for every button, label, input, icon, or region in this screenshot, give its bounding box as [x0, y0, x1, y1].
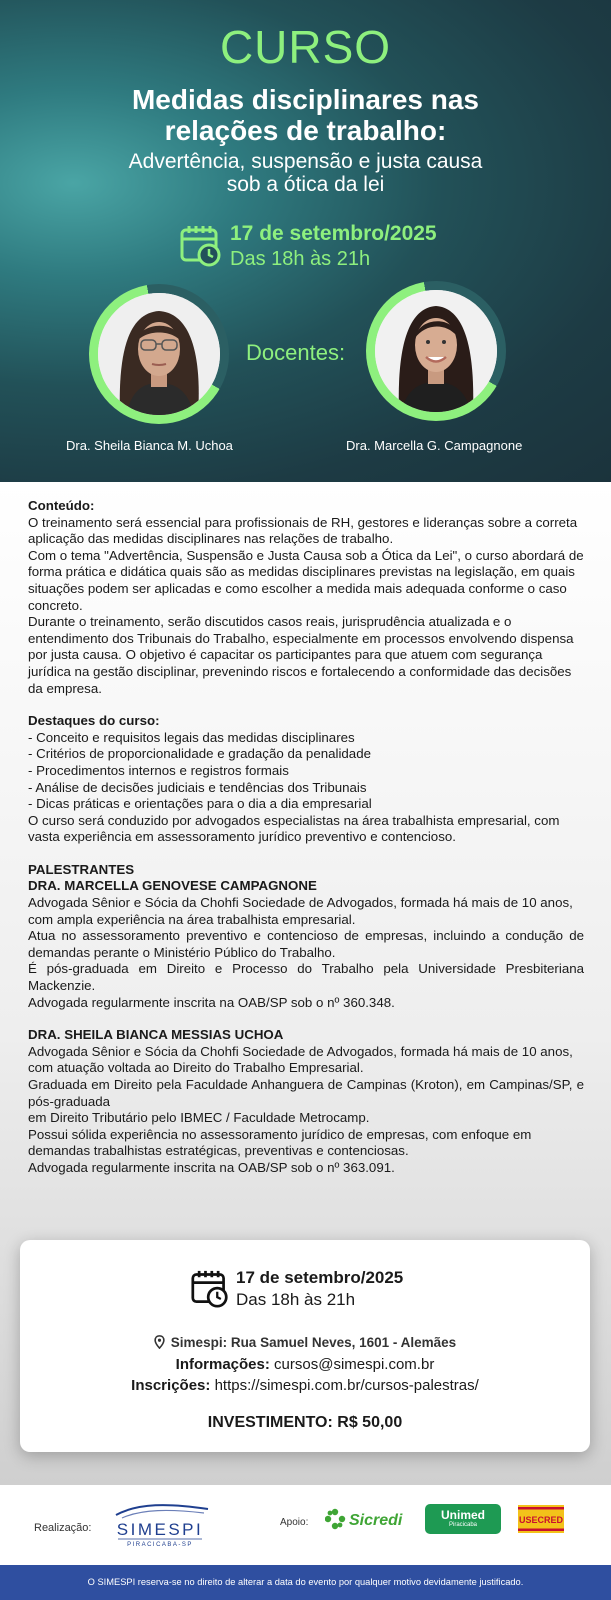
hero-subtitle-line-1: Advertência, suspensão e justa causa: [128, 150, 483, 173]
marcella-heading: DRA. MARCELLA GENOVESE CAMPAGNONE: [28, 878, 317, 894]
card-time-text: Das 18h às 21h: [236, 1290, 356, 1309]
conteudo-paragraph-3: Durante o treinamento, serão discutidos casos reais, jurisprudência atualizada e o entendimento dos Tribunais do Trabalho, especialmente em processos envolvendo dispensa por justa causa. O objetivo é capacitar os participantes para que atuem com segurança jurídica na gestão disciplinar, prevenindo riscos e fortalecendo a conformidade das decisões da empresa.: [28, 614, 574, 696]
portrait-sheila: [89, 284, 229, 424]
hero-subtitle-line-2: sob a ótica da lei: [226, 173, 385, 196]
investment-price: INVESTIMENTO: R$ 50,00: [207, 1414, 403, 1431]
marcella-paragraph-2: Atua no assessoramento preventivo e contencioso de empresas, incluindo a condução de demandas perante o Ministério Público do Trabalho.: [28, 928, 584, 960]
card-date-text: 17 de setembro/2025: [236, 1268, 404, 1287]
hero-headline-line-2: relações de trabalho:: [164, 115, 447, 146]
sheila-paragraph-3: em Direito Tributário pelo IBMEC / Faculdade Metrocamp.: [28, 1110, 370, 1126]
portrait-marcella: [366, 281, 506, 421]
list-item: - Dicas práticas e orientações para o dia a dia empresarial: [28, 796, 584, 813]
event-info-card: [20, 1240, 590, 1452]
simespi-logo: [108, 1499, 212, 1549]
unimed-wordmark: Unimed: [440, 1508, 485, 1522]
card-date-block: [191, 1268, 404, 1315]
speaker-photo-marcella: [375, 290, 497, 412]
hero-banner: [0, 0, 611, 482]
sheila-paragraph-4: Possui sólida experiência no assessoramento jurídico de empresas, com enfoque em demandas trabalhistas estratégicas, preventivas e contenciosas.: [28, 1126, 532, 1159]
palestrantes-heading: PALESTRANTES: [28, 861, 135, 877]
list-item: - Critérios de proporcionalidade e gradação da penalidade: [28, 746, 584, 763]
marcella-paragraph-3: É pós-graduada em Direito e Processo do Trabalho pela Universidade Presbiteriana Mackenzie.: [28, 961, 584, 994]
simespi-city: PIRACICABA-SP: [127, 1542, 193, 1548]
event-address-text: Simespi: Rua Samuel Neves, 1601 - Alemães: [170, 1335, 457, 1350]
sheila-heading: DRA. SHEILA BIANCA MESSIAS UCHOA: [28, 1027, 284, 1043]
hero-date-text: 17 de setembro/2025: [230, 222, 437, 245]
apoio-label: Apoio:: [280, 1517, 309, 1528]
hero-headline-line-1: Medidas disciplinares nas: [131, 84, 480, 115]
hero-title: CURSO: [219, 21, 392, 73]
conteudo-heading: Conteúdo:: [28, 498, 95, 513]
disclaimer-bar: O SIMESPI reserva-se no direito de alterar a data do evento por qualquer motivo devidamente justificado.: [0, 1565, 611, 1600]
simespi-wordmark: SIMESPI: [116, 1520, 204, 1539]
marcella-paragraph-4: Advogada regularmente inscrita na OAB/SP sob o nº 360.348.: [28, 994, 395, 1010]
speaker-photo-sheila: [98, 293, 220, 415]
calendar-clock-icon: [191, 1268, 229, 1310]
registration-link[interactable]: https://simespi.com.br/cursos-palestras/: [214, 1377, 479, 1394]
usecred-wordmark: USECRED: [518, 1515, 564, 1525]
speaker-name-right: Dra. Marcella G. Campagnone: [346, 438, 523, 453]
calendar-clock-icon: [180, 224, 222, 268]
info-line: [20, 1356, 590, 1373]
destaques-paragraph: O curso será conduzido por advogados especialistas na área trabalhista empresarial, com vasta experiência em assessoramento jurídico preventivo e contencioso.: [28, 812, 560, 845]
list-item: - Procedimentos internos e registros formais: [28, 763, 584, 780]
sheila-paragraph-5: Advogada regularmente inscrita na OAB/SP sob o nº 363.091.: [28, 1159, 395, 1175]
sicredi-wordmark: Sicredi: [349, 1512, 403, 1529]
destaques-list: [28, 730, 584, 813]
list-item: - Conceito e requisitos legais das medidas disciplinares: [28, 730, 584, 747]
hero-subtitle: [0, 150, 611, 196]
course-description: [28, 498, 584, 1177]
usecred-logo: [518, 1505, 564, 1533]
destaques-heading: Destaques do curso:: [28, 713, 160, 729]
conteudo-paragraph-2: Com o tema "Advertência, Suspensão e Justa Causa sob a Ótica da Lei", o curso abordará de forma prática e didática quais são as medidas disciplinares previstas na legislação, em quais situações podem ser aplicadas e como escolher a medida mais adequada conforme o caso concreto.: [28, 547, 584, 613]
list-item: - Análise de decisões judiciais e tendências dos Tribunais: [28, 780, 584, 797]
registration-label: Inscrições:: [131, 1377, 211, 1394]
hero-headline: [0, 84, 611, 146]
location-pin-icon: [154, 1335, 165, 1349]
unimed-city: Piracicaba: [448, 1522, 477, 1528]
sponsor-footer: [0, 1485, 611, 1565]
info-label: Informações:: [175, 1356, 270, 1373]
sicredi-logo: [325, 1507, 410, 1535]
event-address: [20, 1335, 590, 1350]
info-email-link[interactable]: cursos@simespi.com.br: [274, 1356, 435, 1373]
unimed-logo: [425, 1504, 501, 1534]
sheila-paragraph-2: Graduada em Direito pela Faculdade Anhanguera de Campinas (Kroton), em Campinas/SP, e pós-graduada: [28, 1077, 584, 1109]
hero-time-text: Das 18h às 21h: [230, 248, 371, 270]
registration-line: [20, 1377, 590, 1394]
speaker-name-left: Dra. Sheila Bianca M. Uchoa: [66, 438, 233, 453]
sheila-paragraph-1: Advogada Sênior e Sócia da Chohfi Sociedade de Advogados, formada há mais de 10 anos, com atuação voltada ao Direito do Trabalho Empresarial.: [28, 1043, 573, 1076]
marcella-paragraph-1: Advogada Sênior e Sócia da Chohfi Sociedade de Advogados, formada há mais de 10 anos, com ampla experiência na área trabalhista empresarial.: [28, 895, 573, 927]
realizacao-label: Realização:: [34, 1522, 92, 1534]
conteudo-paragraph-1: O treinamento será essencial para profissionais de RH, gestores e lideranças sobre a correta aplicação das medidas disciplinares nas relações de trabalho.: [28, 514, 578, 547]
docentes-label: Docentes:: [246, 340, 346, 365]
